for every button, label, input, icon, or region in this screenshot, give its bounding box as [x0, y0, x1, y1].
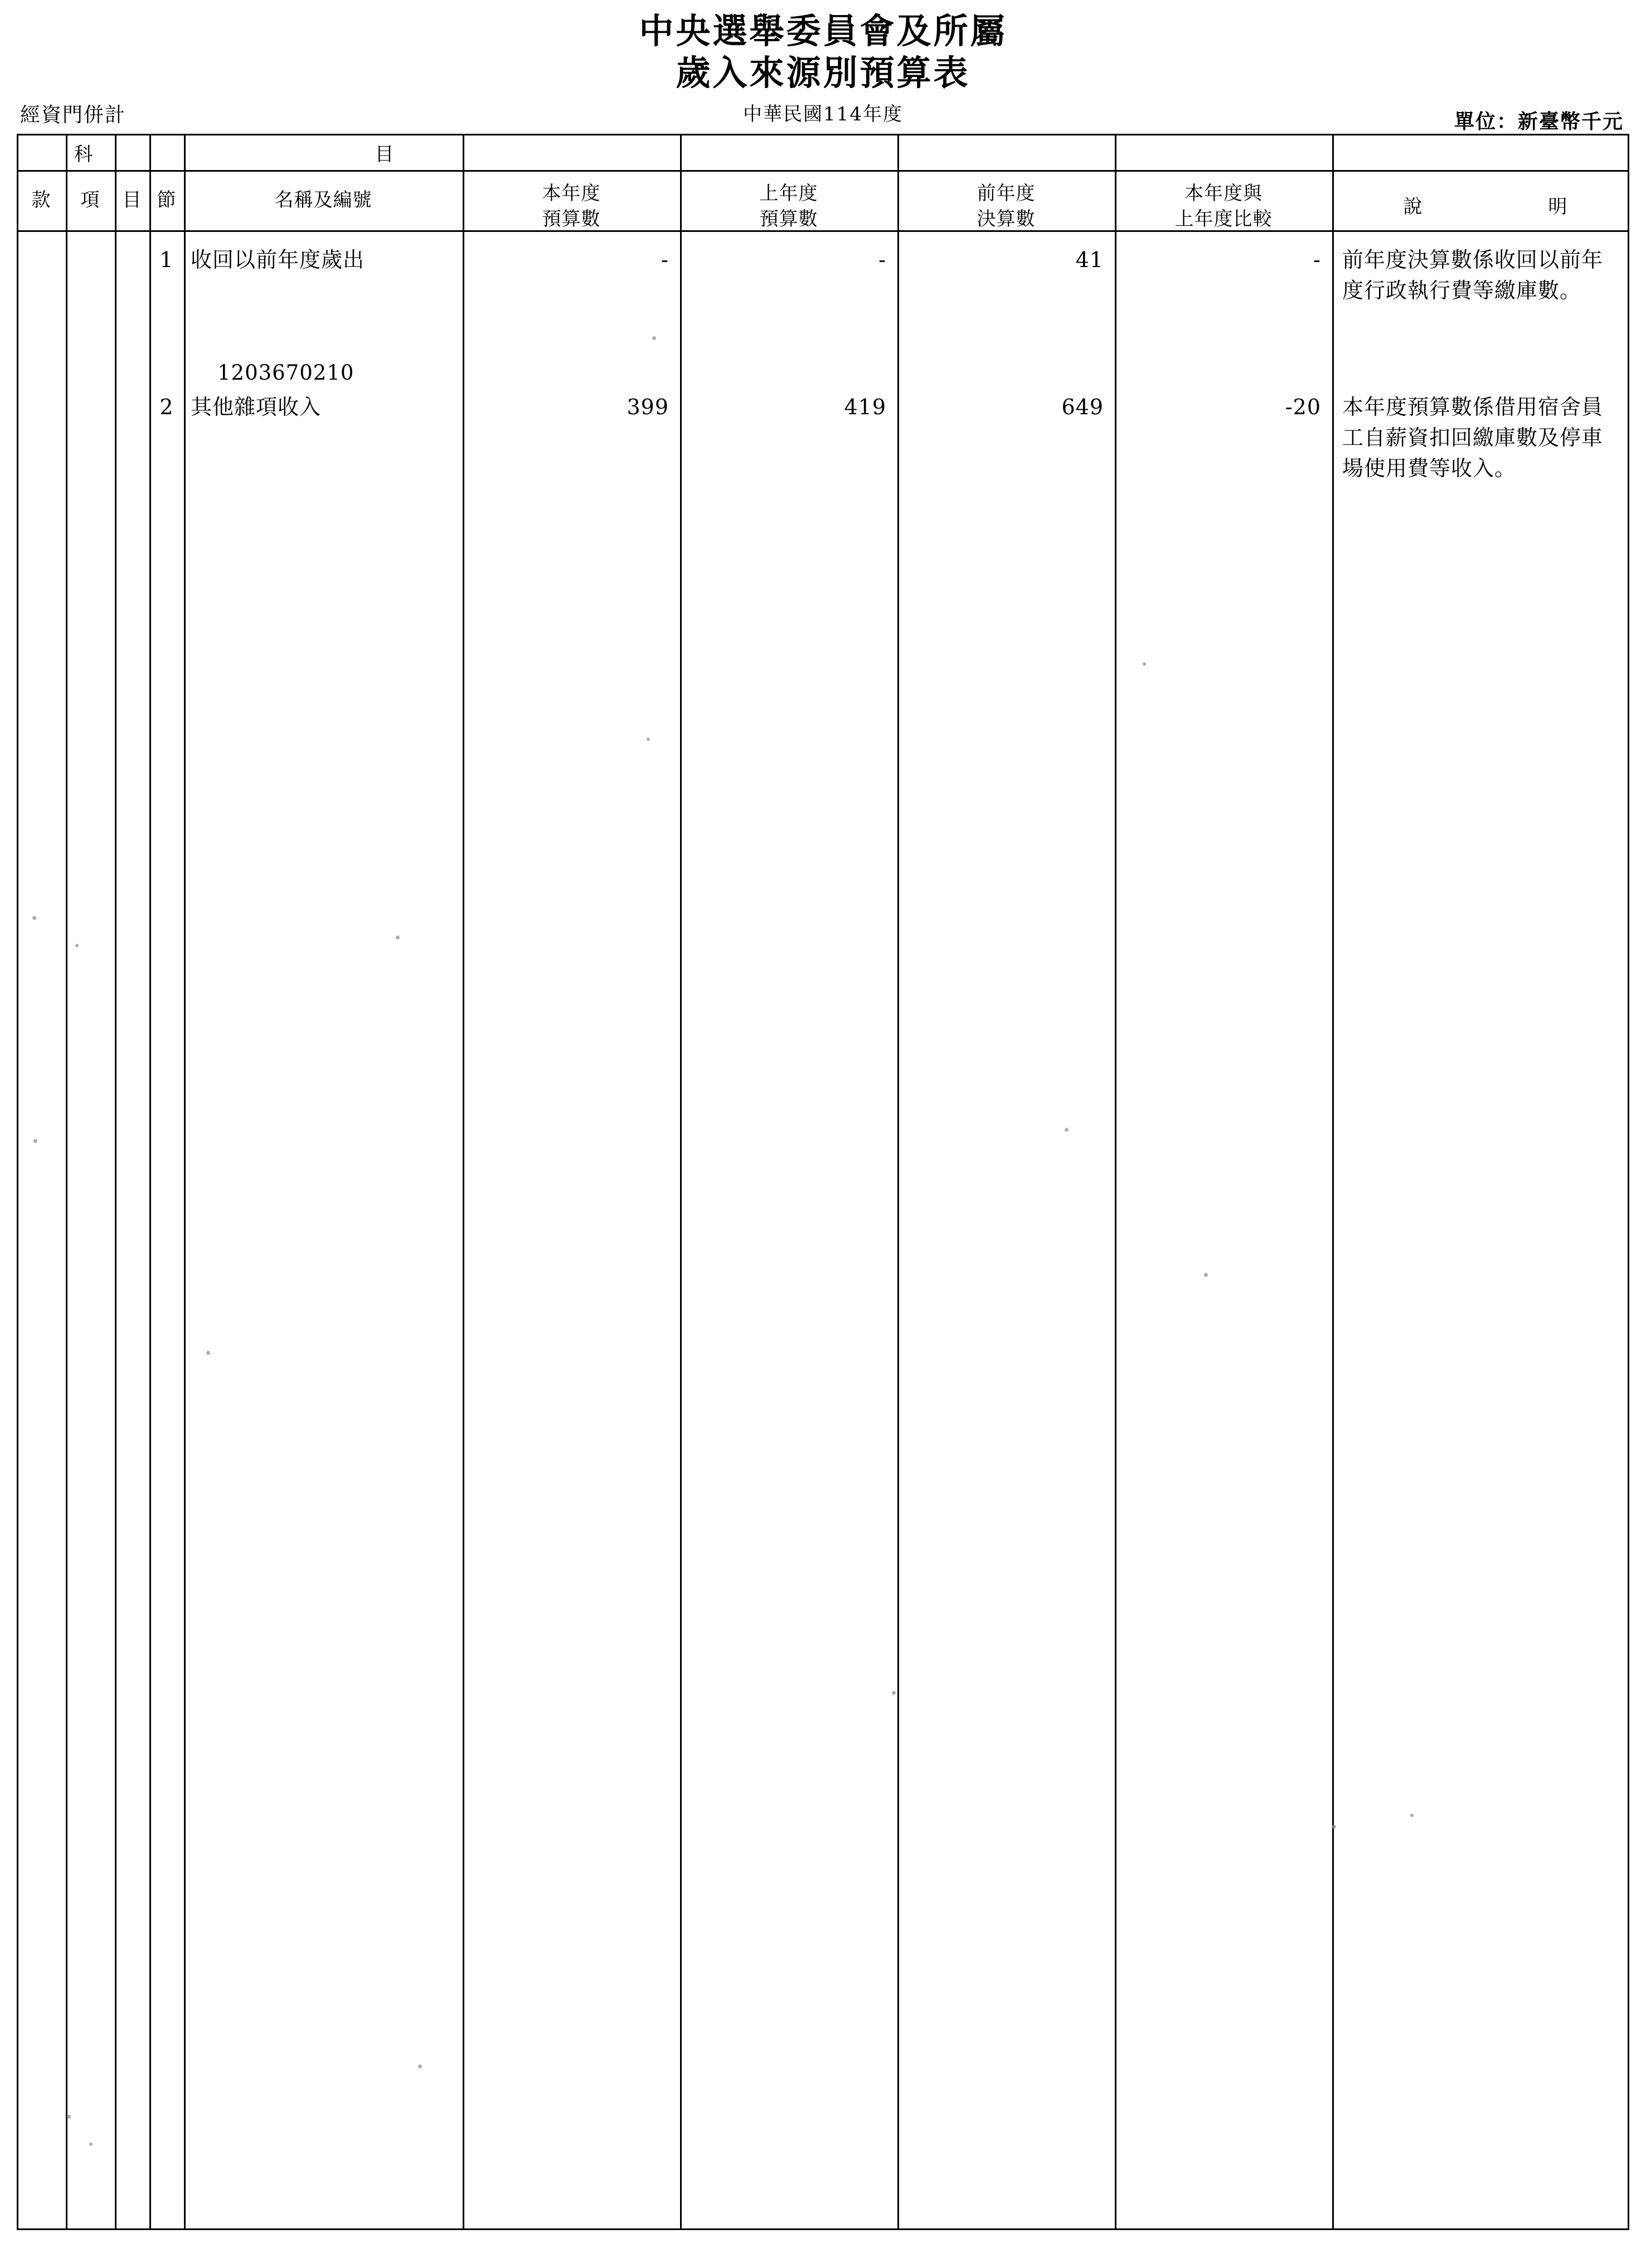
column-header-mu: 目: [122, 189, 142, 211]
group-header-item: 目: [375, 143, 395, 166]
table-vrule-compare: [1332, 135, 1334, 2228]
table-vrule-hsiang: [115, 135, 116, 2228]
column-header-name-code: 名稱及編號: [274, 189, 372, 211]
unit-note: 單位：新臺幣千元: [1454, 110, 1624, 133]
table-row: 2: [159, 395, 174, 419]
scan-speck: [67, 2115, 71, 2119]
column-header-chieh: 節: [157, 189, 177, 211]
column-header-prev-year-line1: 前年度: [977, 182, 1036, 205]
column-header-compare-line2: 上年度比較: [1174, 208, 1273, 230]
column-header-this-year-line1: 本年度: [542, 182, 601, 205]
document-header: [0, 11, 1646, 126]
table-vrule-thisyear: [680, 135, 682, 2228]
scan-speck: [1065, 1128, 1069, 1132]
report-title: 歲入來源別預算表: [676, 52, 970, 94]
table-row: 收回以前年度歲出: [191, 248, 365, 272]
column-header-remark-1: 說: [1403, 196, 1423, 218]
column-header-prev-year-line2: 決算數: [977, 208, 1036, 230]
table-border-right: [1628, 135, 1629, 2228]
budget-table: [17, 134, 1629, 2230]
table-row: -: [1313, 248, 1321, 272]
organization-title: 中央選舉委員會及所屬: [639, 11, 1007, 51]
table-vrule-chieh: [184, 135, 186, 2228]
table-row: -: [878, 248, 886, 272]
scan-speck: [396, 936, 400, 939]
column-header-compare-line1: 本年度與: [1184, 182, 1263, 205]
scan-speck: [32, 916, 36, 920]
fiscal-year: 中華民國114年度: [743, 103, 903, 125]
group-header-subject: 科: [74, 143, 94, 166]
table-row: -: [661, 248, 669, 272]
scan-speck: [75, 944, 79, 947]
table-row: 649: [1061, 395, 1104, 419]
scan-speck: [1204, 1273, 1208, 1277]
scan-speck: [647, 738, 650, 741]
table-row: 其他雜項收入: [191, 395, 322, 419]
table-row: 1203670210: [217, 361, 355, 385]
table-vrule-kuan: [66, 135, 67, 2228]
scan-speck: [652, 336, 656, 340]
table-row: 前年度決算數係收回以前年度行政執行費等繳庫數。: [1342, 248, 1604, 303]
scan-speck: [418, 2065, 422, 2068]
column-header-kuan: 款: [31, 189, 51, 211]
scan-speck: [33, 1139, 37, 1143]
table-row: 419: [844, 395, 886, 419]
table-rule-group: [17, 170, 1629, 172]
table-row: 1: [159, 248, 174, 272]
table-row: 本年度預算數係借用宿舍員工自薪資扣回繳庫數及停車場使用費等收入。: [1342, 395, 1604, 481]
column-header-hsiang: 項: [80, 189, 100, 211]
table-vrule-mu: [149, 135, 151, 2228]
scan-speck: [1410, 1814, 1414, 1817]
table-row: 41: [1075, 248, 1104, 272]
scan-speck: [892, 1691, 896, 1695]
table-vrule-name: [463, 135, 464, 2228]
scan-speck: [1332, 1825, 1336, 1829]
scan-speck: [89, 2143, 93, 2146]
column-header-last-year-line2: 預算數: [759, 208, 818, 230]
left-note: 經資門併計: [20, 104, 127, 127]
column-header-last-year-line1: 上年度: [759, 182, 818, 205]
table-border-left: [17, 135, 18, 2228]
table-vrule-lastyear: [897, 135, 899, 2228]
scan-speck: [1143, 662, 1146, 666]
table-vrule-prevyear: [1115, 135, 1116, 2228]
table-row: 399: [627, 395, 669, 419]
column-header-remark-2: 明: [1548, 196, 1568, 218]
column-header-this-year-line2: 預算數: [542, 208, 601, 230]
table-row: -20: [1285, 395, 1321, 419]
scan-speck: [206, 1351, 210, 1355]
